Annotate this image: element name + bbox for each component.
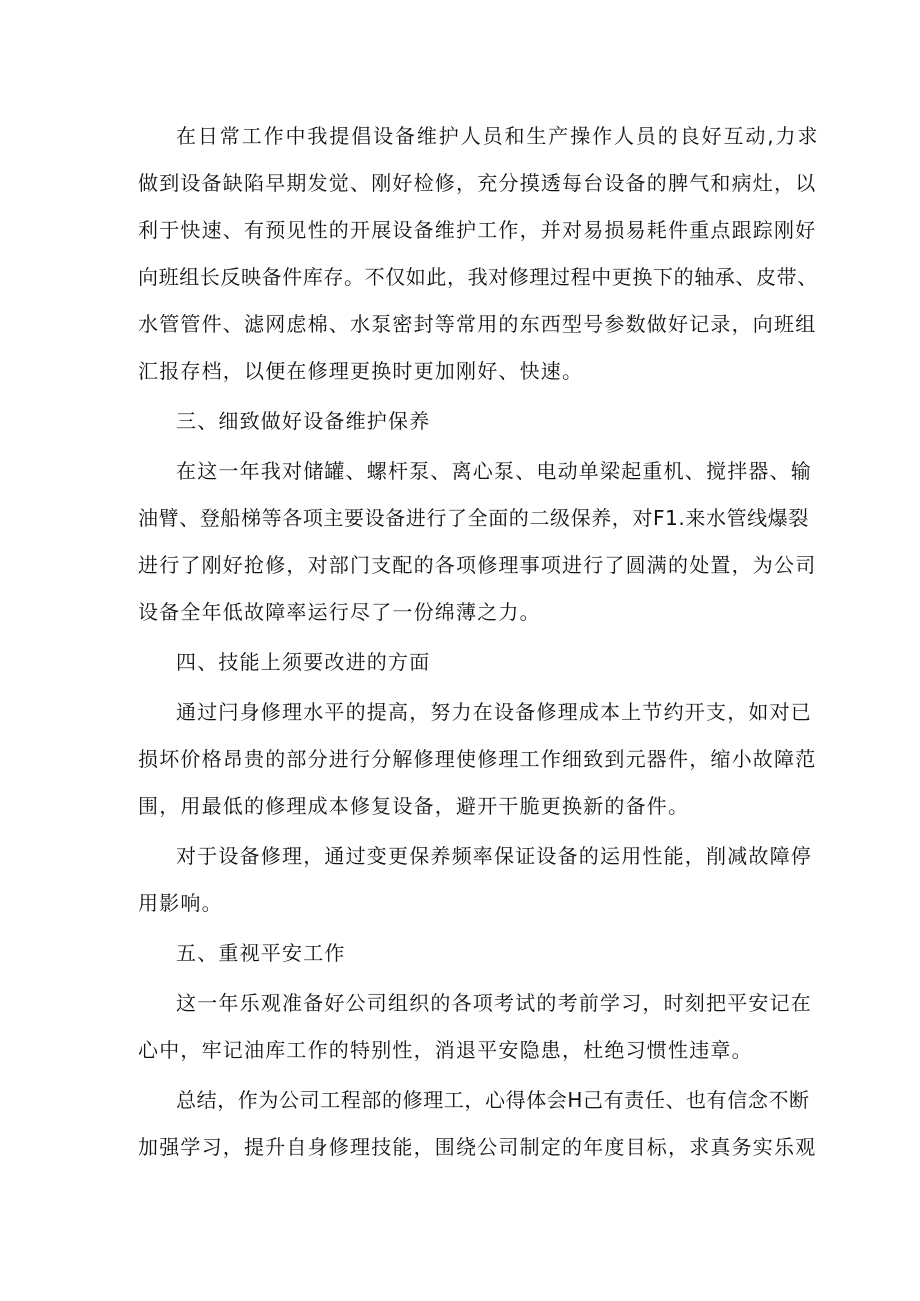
- paragraph-line: [0, 257, 920, 297]
- line-text: 围，用最低的修理成本修复设备，避开干脆更换新的备件。: [138, 794, 690, 818]
- line-text: 心中，牢记油库工作的特别性，消退平安隐患，杜绝习惯性违章。: [138, 1038, 753, 1062]
- section-heading: [0, 933, 920, 973]
- paragraph-line: [0, 451, 920, 491]
- paragraph-line: [0, 351, 920, 391]
- line-text: 水管管件、滤网虑棉、水泵密封等常用的东西型号参数做好记录，向班组: [138, 312, 817, 336]
- paragraph-line: [0, 739, 920, 779]
- paragraph-line: [0, 116, 920, 156]
- paragraph-line: [0, 210, 920, 250]
- line-text: 进行了刚好抢修，对部门支配的各项修理事项进行了圆满的处置，为公司: [138, 553, 817, 577]
- paragraph-line: [0, 304, 920, 344]
- line-text: 设备全年低故障率运行尽了一份绵薄之力。: [138, 600, 541, 624]
- line-text: 这一年乐观准备好公司组织的各项考试的考前学习，时刻把平安记在: [176, 991, 812, 1015]
- line-text: 油臂、登船梯等各项主要设备进行了全面的二级保养，对F1.来水管线爆裂: [138, 506, 809, 530]
- line-text: 总结，作为公司工程部的修理工，心得体会H己有责任、也有信念不断: [176, 1088, 810, 1112]
- line-text: 汇报存档，以便在修理更换时更加刚好、快速。: [138, 359, 584, 383]
- line-text: 用影响。: [138, 891, 223, 915]
- paragraph-line: [0, 786, 920, 826]
- line-text: 对于设备修理，通过变更保养频率保证设备的运用性能，削减故障停: [176, 844, 812, 868]
- heading-text: 五、重视平安工作: [176, 941, 346, 965]
- paragraph-line: [0, 692, 920, 732]
- line-text: 利于快速、有预见性的开展设备维护工作，并对易损易耗件重点跟踪刚好: [138, 218, 817, 242]
- paragraph-line: [0, 1080, 920, 1120]
- section-heading: [0, 642, 920, 682]
- line-text: 向班组长反映备件库存。不仅如此，我对修理过程中更换下的轴承、皮带、: [138, 265, 818, 289]
- heading-text: 四、技能上须要改进的方面: [176, 650, 431, 674]
- section-heading: [0, 401, 920, 441]
- line-text: 损坏价格昂贵的部分进行分解修理使修理工作细致到元器件，缩小故障范: [138, 747, 817, 771]
- line-text: 通过闩身修理水平的提高，努力在设备修理成本上节约开支，如对已: [176, 700, 812, 724]
- line-text: 加强学习，提升自身修理技能，围绕公司制定的年度目标，求真务实乐观: [138, 1135, 817, 1159]
- paragraph-line: [0, 983, 920, 1023]
- paragraph-line: [0, 836, 920, 876]
- paragraph-line: [0, 163, 920, 203]
- paragraph-line: [0, 1127, 920, 1167]
- line-text: 在日常工作中我提倡设备维护人员和生产操作人员的良好互动,力求: [176, 124, 820, 148]
- paragraph-line: [0, 592, 920, 632]
- paragraph-line: [0, 883, 920, 923]
- paragraph-line: [0, 498, 920, 538]
- paragraph-line: [0, 1030, 920, 1070]
- line-text: 在这一年我对储罐、螺杆泵、离心泵、电动单梁起重机、搅拌器、输: [176, 459, 812, 483]
- heading-text: 三、细致做好设备维护保养: [176, 409, 431, 433]
- line-text: 做到设备缺陷早期发觉、刚好检修，充分摸透每台设备的脾气和病灶，以: [138, 171, 817, 195]
- paragraph-line: [0, 545, 920, 585]
